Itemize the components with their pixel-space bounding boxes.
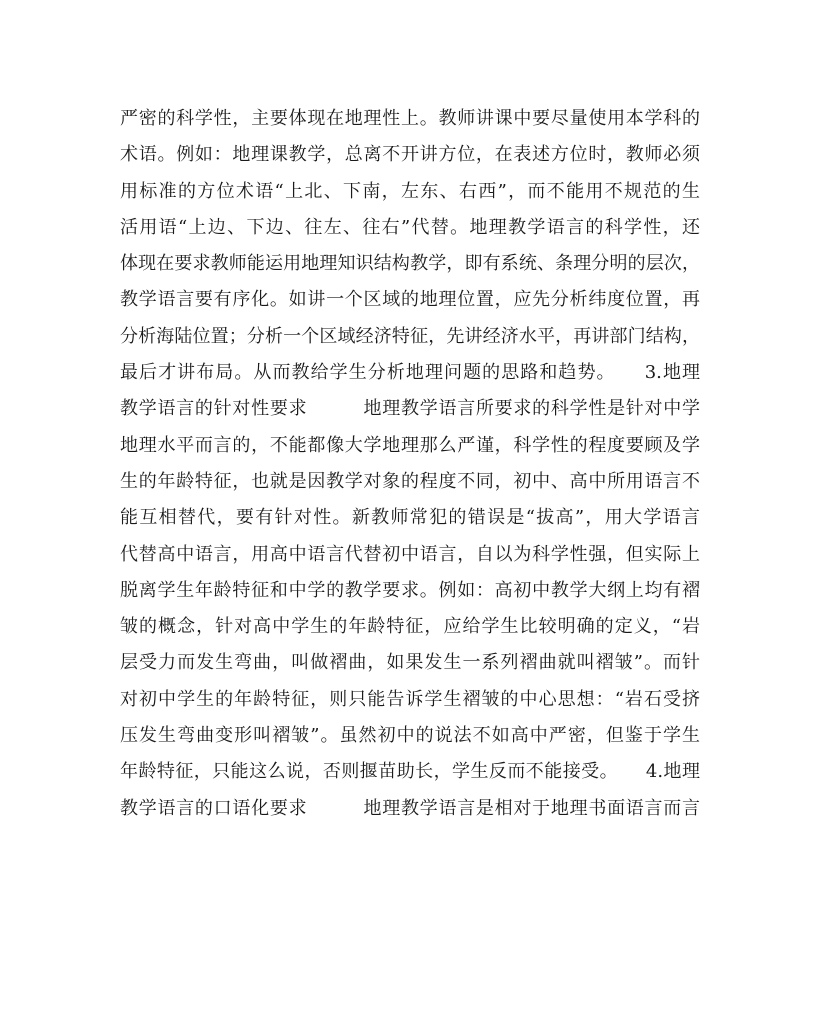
text-line: 皱的概念，针对高中学生的年龄特征，应给学生比较明确的定义，“岩 bbox=[120, 616, 700, 638]
text-line: 最后才讲布局。从而教给学生分析地理问题的思路和趋势。 3.地理 bbox=[120, 362, 700, 384]
text-line: 教学语言要有序化。如讲一个区域的地理位置，应先分析纬度位置，再 bbox=[120, 289, 700, 311]
text-line: 压发生弯曲变形叫褶皱”。虽然初中的说法不如高中严密，但鉴于学生 bbox=[120, 725, 700, 747]
text-line: 体现在要求教师能运用地理知识结构教学，即有系统、条理分明的层次， bbox=[120, 253, 700, 275]
text-line: 对初中学生的年龄特征，则只能告诉学生褶皱的中心思想：“岩石受挤 bbox=[120, 688, 700, 710]
text-line: 教学语言的口语化要求 地理教学语言是相对于地理书面语言而言 bbox=[120, 797, 700, 819]
text-line: 地理水平而言的，不能都像大学地理那么严谨，科学性的程度要顾及学 bbox=[120, 434, 700, 456]
text-line: 能互相替代，要有针对性。新教师常犯的错误是“拔高”，用大学语言 bbox=[120, 507, 700, 529]
text-line: 脱离学生年龄特征和中学的教学要求。例如：高初中教学大纲上均有褶 bbox=[120, 579, 700, 601]
body-text bbox=[120, 101, 700, 827]
text-line: 分析海陆位置；分析一个区域经济特征，先讲经济水平，再讲部门结构， bbox=[120, 325, 700, 347]
text-line: 教学语言的针对性要求 地理教学语言所要求的科学性是针对中学 bbox=[120, 398, 700, 420]
text-line: 严密的科学性，主要体现在地理性上。教师讲课中要尽量使用本学科的 bbox=[120, 108, 700, 129]
text-line: 年龄特征，只能这么说，否则揠苗助长，学生反而不能接受。 4.地理 bbox=[120, 761, 700, 783]
text-line: 代替高中语言，用高中语言代替初中语言，自以为科学性强，但实际上 bbox=[120, 543, 700, 565]
text-line: 活用语“上边、下边、往左、往右”代替。地理教学语言的科学性，还 bbox=[120, 216, 700, 238]
text-line: 生的年龄特征，也就是因教学对象的程度不同，初中、高中所用语言不 bbox=[120, 470, 700, 492]
text-line: 层受力而发生弯曲，叫做褶曲，如果发生一系列褶曲就叫褶皱”。而针 bbox=[120, 652, 700, 674]
text-line: 术语。例如：地理课教学，总离不开讲方位，在表述方位时，教师必须 bbox=[120, 144, 700, 166]
text-line: 用标准的方位术语“上北、下南，左东、右西”，而不能用不规范的生 bbox=[120, 180, 700, 202]
